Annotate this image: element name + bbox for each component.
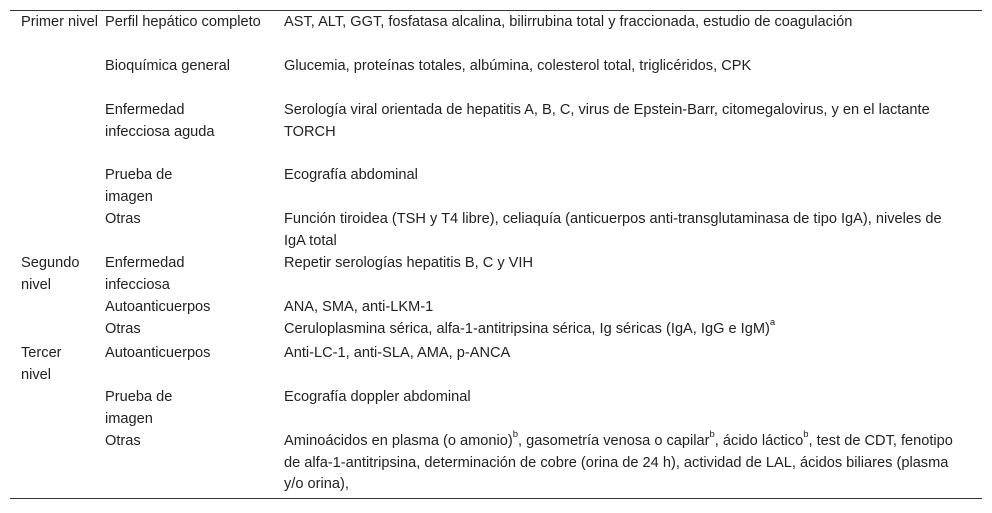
table-row: [10, 342, 982, 386]
category-cell: Bioquímica general: [105, 58, 230, 74]
tests-cell: Repetir serologías hepatitis B, C y VIH: [284, 255, 534, 271]
level-cell: [10, 318, 104, 342]
level-cell: [10, 55, 104, 99]
level-cell: [10, 164, 104, 208]
level-cell: [10, 296, 104, 318]
tests-cell: [284, 430, 982, 498]
tests-text: , gasometría venosa o capilar: [518, 433, 710, 449]
footnote-mark: b: [512, 429, 519, 441]
table-row: [10, 11, 982, 55]
level-cell: Primer nivel: [21, 14, 99, 30]
tests-text: Aminoácidos en plasma (o amonio): [284, 433, 513, 449]
level-cell: [10, 208, 104, 252]
tests-text: Ceruloplasmina sérica, alfa-1-antitripsina sérica, Ig séricas (IgA, IgG e IgM): [284, 321, 770, 337]
tests-cell: ANA, SMA, anti-LKM-1: [284, 299, 434, 315]
tests-cell: Anti-LC-1, anti-SLA, AMA, p-ANCA: [284, 345, 511, 361]
table-row: [10, 252, 982, 296]
table-row: [10, 55, 982, 99]
category-cell: Enfermedad infecciosa: [105, 255, 185, 293]
category-cell: Otras: [105, 211, 141, 227]
level-cell: [10, 430, 104, 498]
category-cell: Otras: [105, 433, 141, 449]
category-cell: Autoanticuerpos: [105, 345, 211, 361]
tests-cell: Función tiroidea (TSH y T4 libre), celiaquía (anticuerpos anti-transglutaminasa de tipo IgA), niveles de IgA total: [284, 211, 942, 249]
footnote-mark: b: [803, 429, 809, 441]
diagnostic-tests-table: [10, 10, 982, 499]
table-row: [10, 296, 982, 318]
level-cell: [10, 99, 104, 164]
category-cell: Autoanticuerpos: [105, 299, 211, 315]
footnote-mark: b: [709, 429, 715, 441]
category-cell: Prueba de imagen: [105, 389, 173, 427]
tests-text: , ácido láctico: [714, 433, 804, 449]
table-row: [10, 99, 982, 164]
tests-cell: AST, ALT, GGT, fosfatasa alcalina, bilirrubina total y fraccionada, estudio de coagulación: [284, 14, 853, 30]
category-cell: Enfermedad infecciosa aguda: [105, 102, 215, 140]
tests-cell: Glucemia, proteínas totales, albúmina, colesterol total, triglicéridos, CPK: [284, 58, 752, 74]
category-cell: Prueba de imagen: [105, 167, 173, 205]
tests-text: , test de CDT, fenotipo de alfa-1-antitripsina, determinación de cobre (orina de 24 h), actividad de LAL, ácidos biliares (plasma y/o orina),: [284, 433, 953, 492]
level-cell: Segundo nivel: [21, 255, 80, 293]
category-cell: Perfil hepático completo: [105, 14, 261, 30]
tests-cell: Ecografía doppler abdominal: [284, 389, 471, 405]
category-cell: Otras: [105, 321, 141, 337]
tests-cell: Ecografía abdominal: [284, 167, 418, 183]
table-row: [10, 164, 982, 208]
footnote-mark: a: [769, 317, 776, 329]
table-row: [10, 318, 982, 342]
table-row: [10, 208, 982, 252]
tests-cell: [284, 318, 982, 342]
table-row: [10, 430, 982, 498]
table-row: [10, 386, 982, 430]
level-cell: [10, 386, 104, 430]
level-cell: Tercer nivel: [21, 345, 62, 383]
tests-cell: Serología viral orientada de hepatitis A, B, C, virus de Epstein-Barr, citomegalovirus, y en el lactante TORCH: [284, 102, 930, 140]
